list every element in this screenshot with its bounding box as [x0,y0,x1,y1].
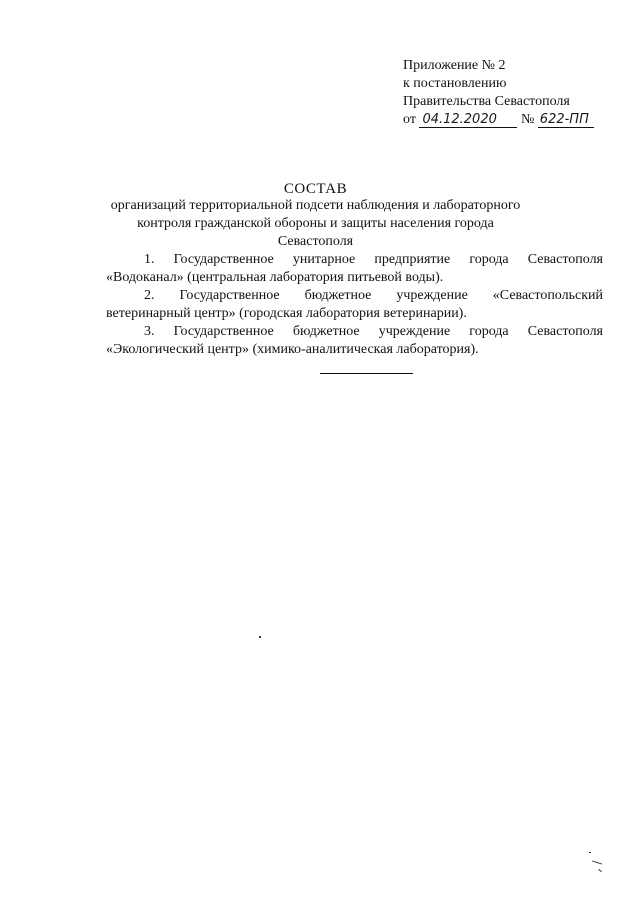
list-item: 1. Государственное унитарное предприятие города Севастополя «Водоканал» (центральная лаборатория питьевой воды). [106,252,603,285]
list-item: 3. Государственное бюджетное учреждение города Севастополя «Экологический центр» (химико-аналитическая лаборатория). [106,324,603,357]
scan-speck [592,860,602,864]
appendix-reference: к постановлению [403,76,507,91]
closing-divider [320,373,413,374]
appendix-authority: Правительства Севастополя [403,94,570,109]
number-prefix: № [520,112,535,127]
appendix-number: Приложение № 2 [403,58,506,73]
organizations-list [106,251,603,359]
document-title: СОСТАВ [283,181,348,197]
date-prefix: от [403,112,416,127]
appendix-header [403,57,613,129]
list-item: 2. Государственное бюджетное учреждение «Севастопольский ветеринарный центр» (городская лаборатория ветеринарии). [106,288,603,321]
document-subtitle: организаций территориальной подсети наблюдения и лабораторного контроля гражданской обороны и защиты населения города Севастополя [110,198,521,249]
appendix-date-line [403,111,613,129]
handwritten-date: 04.12.2020 [419,112,517,128]
scan-speck [259,636,261,638]
handwritten-number: 622-ПП [538,112,594,128]
scan-speck [589,852,591,853]
scan-speck [598,869,602,872]
